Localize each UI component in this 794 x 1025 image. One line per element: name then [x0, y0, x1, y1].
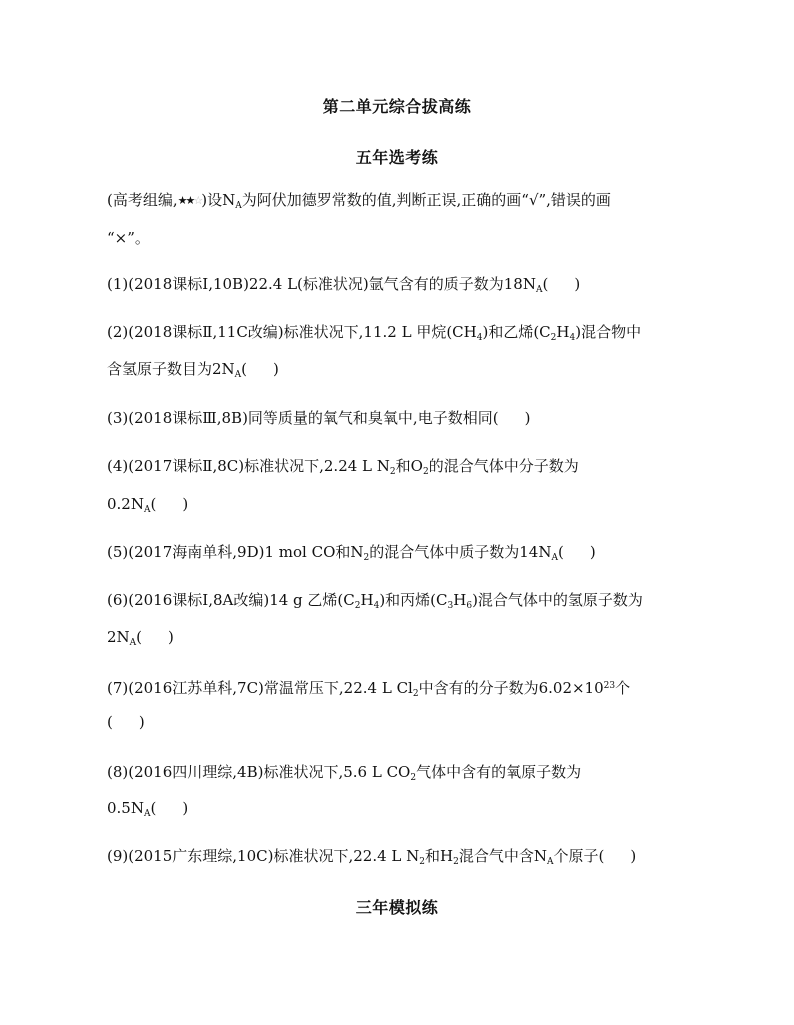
question-4-line-2: $0.2N_A$( ) [107, 495, 189, 515]
question-9: (9)(2015广东理综,10C)标准状况下,22.4 L $N_2$和$H_2$混合气中含$N_A$个原子( ) [107, 847, 637, 867]
question-7-line-1: (7)(2016江苏单科,7C)常温常压下,22.4 L $Cl_2$中含有的分子数为$6.02\times 10^{23}$个 [107, 679, 631, 699]
question-6-line-2: $2N_A$( ) [107, 628, 174, 648]
star-filled-icon: ★ [185, 194, 194, 207]
star-empty-icon: ☆ [193, 194, 202, 207]
section-title-three-year: 三年模拟练 [355, 898, 439, 917]
question-3: (3)(2018课标Ⅲ,8B)同等质量的氧气和臭氧中,电子数相同( ) [107, 409, 531, 427]
question-1: (1)(2018课标Ⅰ,10B)22.4 L(标准状况)氩气含有的质子数为$18N_A$( ) [107, 275, 581, 295]
question-4-line-1: (4)(2017课标Ⅱ,8C)标准状况下,2.24 L $N_2$和$O_2$的混合气体中分子数为 [107, 457, 579, 477]
section-title-five-year: 五年选考练 [355, 148, 439, 167]
star-filled-icon: ★ [177, 194, 186, 207]
intro-line-2: “×”。 [107, 229, 150, 247]
question-8-line-2: $0.5N_A$( ) [107, 799, 189, 819]
question-6-line-1: (6)(2016课标Ⅰ,8A改编)14 g 乙烯$(C_2H_4)$和丙烯$(C_3H_6)$混合气体中的氢原子数为 [107, 591, 643, 611]
intro-line-1: (高考组编,★★☆)设$N_A$为阿伏加德罗常数的值,判断正误,正确的画“√”,错误的画 [107, 191, 611, 211]
difficulty-stars [178, 194, 202, 207]
question-2-line-2: 含氢原子数目为$2N_A$( ) [107, 360, 279, 380]
question-7-line-2: ( ) [107, 713, 145, 731]
question-2-line-1: (2)(2018课标Ⅱ,11C改编)标准状况下,11.2 L 甲烷$(CH_4)$和乙烯$(C_2H_4)$混合物中 [107, 323, 642, 343]
question-8-line-1: (8)(2016四川理综,4B)标准状况下,5.6 L $CO_2$气体中含有的氧原子数为 [107, 763, 582, 783]
unit-title: 第二单元综合拔高练 [322, 97, 472, 116]
question-5: (5)(2017海南单科,9D)1 mol CO和$N_2$的混合气体中质子数为$14N_A$( ) [107, 543, 596, 563]
